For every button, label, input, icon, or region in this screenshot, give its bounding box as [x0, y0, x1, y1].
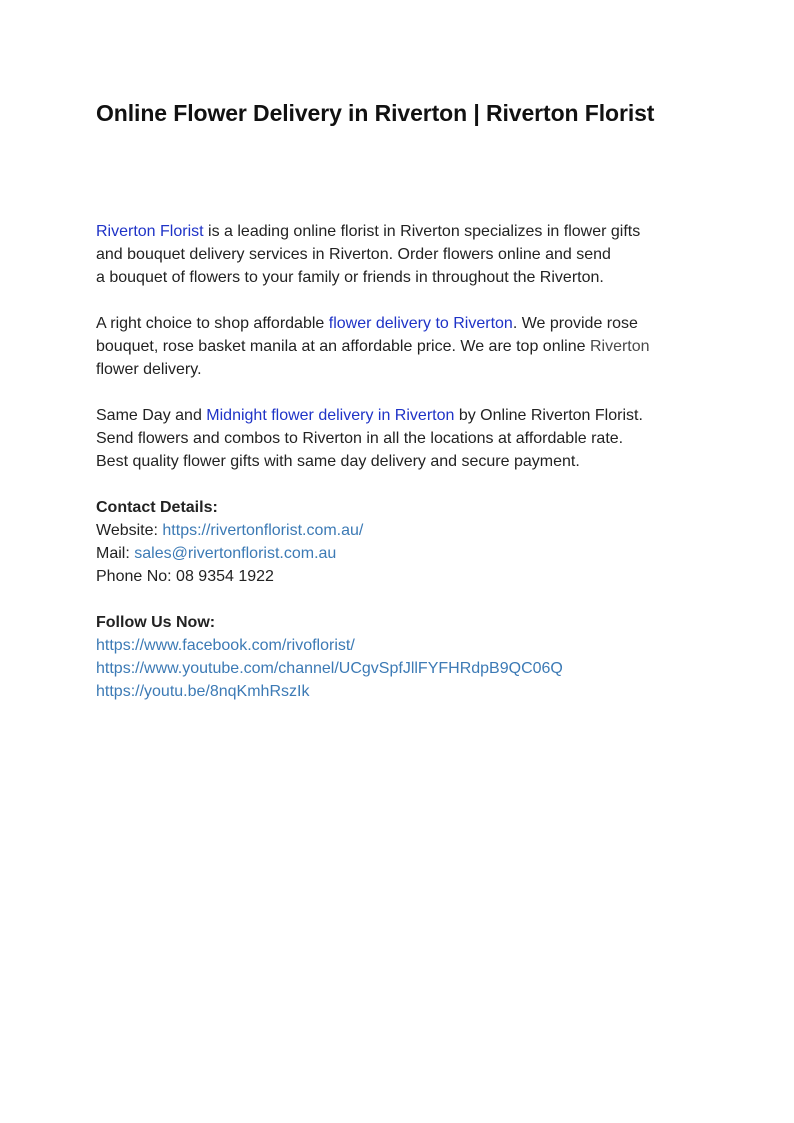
same-day-line-1: [96, 404, 716, 427]
phone-row: Phone No: 08 9354 1922: [96, 568, 274, 585]
follow-heading: Follow Us Now:: [96, 614, 216, 631]
website-link[interactable]: https://rivertonflorist.com.au/: [162, 522, 364, 539]
intro-line-1-text: is a leading online florist in Riverton specializes in flower gifts: [203, 223, 641, 240]
riverton-florist-link[interactable]: Riverton Florist: [96, 223, 204, 240]
mail-row: [96, 542, 716, 565]
mail-link[interactable]: sales@rivertonflorist.com.au: [134, 545, 337, 562]
flower-delivery-link[interactable]: flower delivery to Riverton: [328, 315, 513, 332]
follow-section: [96, 611, 716, 703]
website-label: Website:: [96, 522, 163, 539]
choice-line-1: [96, 312, 716, 335]
choice-paragraph: [96, 312, 716, 381]
same-day-line-1-start: Same Day and: [96, 407, 207, 424]
contact-section: [96, 496, 716, 588]
youtube-channel-link[interactable]: https://www.youtube.com/channel/UCgvSpfJllFYFHRdpB9QC06Q: [96, 660, 563, 677]
same-day-line-2: Send flowers and combos to Riverton in all the locations at affordable rate.: [96, 430, 624, 447]
document-body: [96, 220, 716, 726]
page-title: Online Flower Delivery in Riverton | Riverton Florist: [96, 100, 655, 126]
midnight-delivery-link[interactable]: Midnight flower delivery in Riverton: [206, 407, 455, 424]
choice-line-1-end: . We provide rose: [512, 315, 638, 332]
mail-label: Mail:: [96, 545, 135, 562]
intro-line-3: a bouquet of flowers to your family or friends in throughout the Riverton.: [96, 269, 604, 286]
facebook-link[interactable]: https://www.facebook.com/rivoflorist/: [96, 637, 355, 654]
website-row: [96, 519, 716, 542]
youtube-video-link[interactable]: https://youtu.be/8nqKmhRszIk: [96, 683, 310, 700]
choice-line-2: [96, 335, 716, 358]
intro-line-2: and bouquet delivery services in Riverton. Order flowers online and send: [96, 246, 611, 263]
document-content: [96, 96, 716, 700]
same-day-line-3: Best quality flower gifts with same day delivery and secure payment.: [96, 453, 580, 470]
riverton-inline-text: Riverton: [589, 338, 650, 355]
intro-paragraph: [96, 220, 716, 289]
choice-line-1-start: A right choice to shop affordable: [96, 315, 329, 332]
choice-line-3: flower delivery.: [96, 361, 202, 378]
intro-line-1: [96, 220, 716, 243]
same-day-line-1-end: by Online Riverton Florist.: [454, 407, 643, 424]
choice-line-2-start: bouquet, rose basket manila at an affordable price. We are top online: [96, 338, 590, 355]
contact-heading: Contact Details:: [96, 499, 218, 516]
same-day-paragraph: [96, 404, 716, 473]
